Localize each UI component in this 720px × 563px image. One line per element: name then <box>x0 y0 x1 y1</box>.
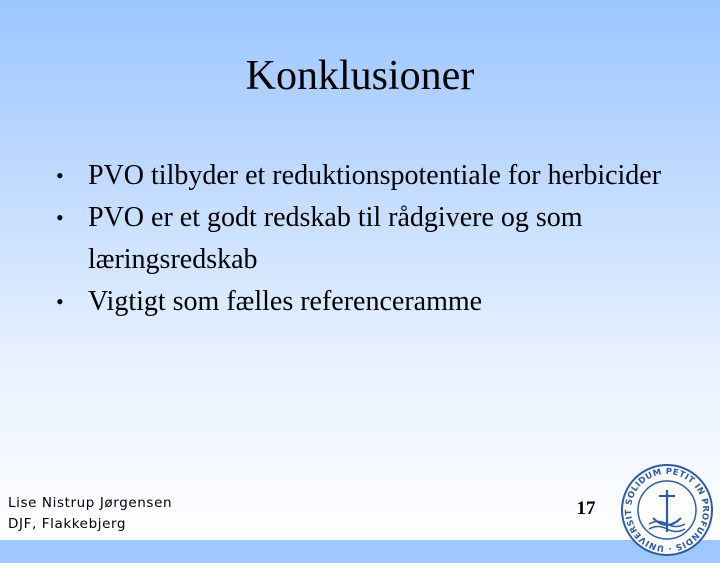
bullet-text: PVO er et godt redskab til rådgivere og som læringsredskab <box>88 202 583 275</box>
bullet-item <box>56 155 676 197</box>
footer-author-block <box>8 493 172 535</box>
page-number: 17 <box>576 498 596 519</box>
bullet-text: Vigtigt som fælles referenceramme <box>88 286 483 317</box>
bullet-text: PVO tilbyder et reduktionspotentiale for herbicider <box>88 160 662 191</box>
slide-title: Konklusioner <box>245 53 475 99</box>
author-affiliation: DJF, Flakkebjerg <box>8 516 127 532</box>
bullet-list <box>56 155 676 323</box>
bullet-icon: • <box>56 205 64 230</box>
bullet-icon: • <box>56 289 64 314</box>
university-seal-icon <box>619 462 715 554</box>
svg-text:SOLIDUM PETIT IN PROFUNDIS · U: SOLIDUM PETIT IN PROFUNDIS · UNIVERSIT <box>623 466 711 554</box>
author-name: Lise Nistrup Jørgensen <box>8 495 173 511</box>
bullet-item <box>56 197 676 281</box>
bullet-item <box>56 281 676 323</box>
bullet-icon: • <box>56 163 64 188</box>
